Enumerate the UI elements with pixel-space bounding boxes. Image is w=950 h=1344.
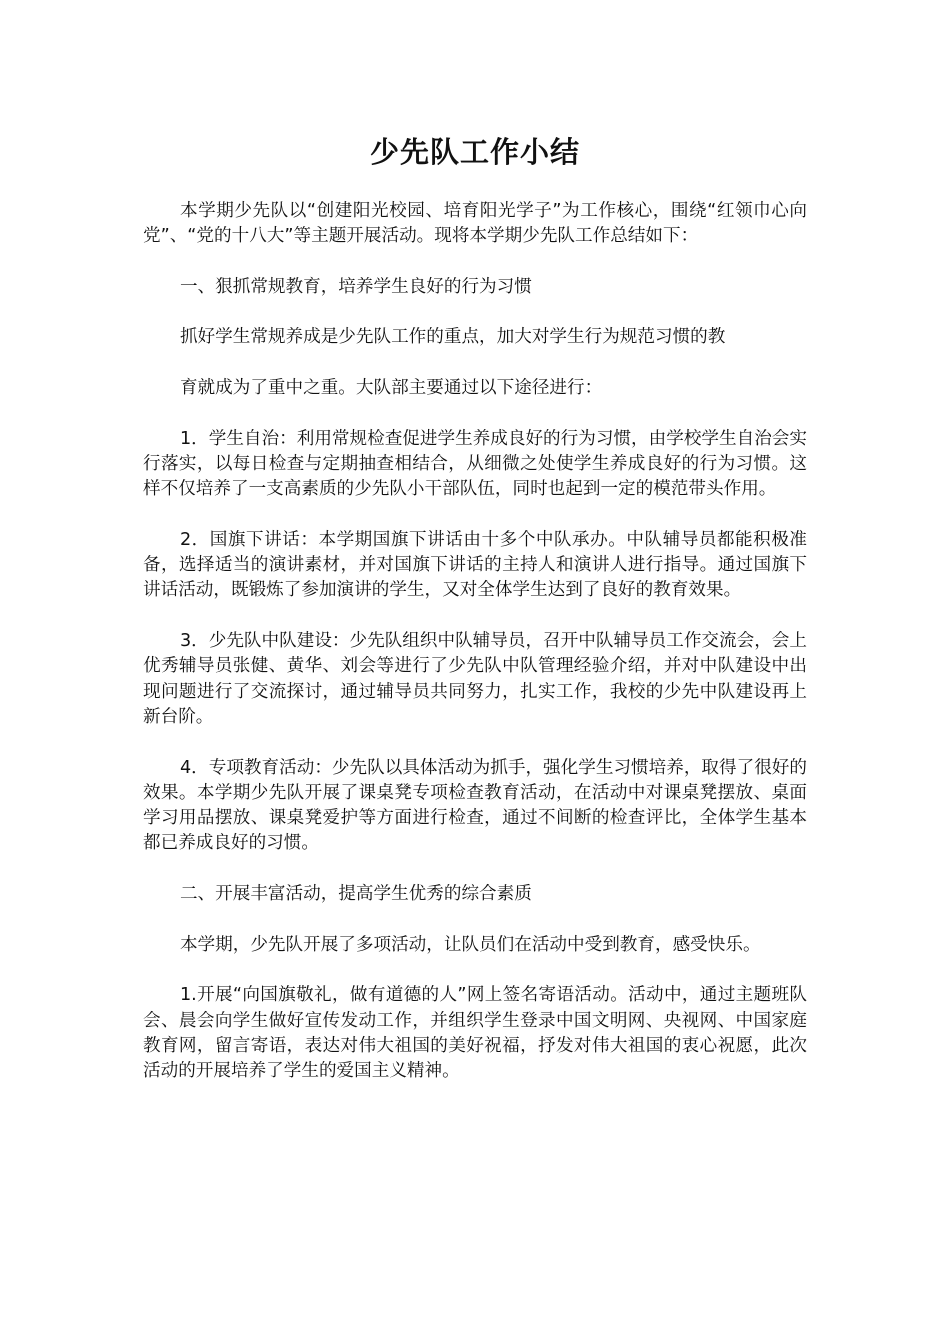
list-item-3: 3．少先队中队建设：少先队组织中队辅导员，召开中队辅导员工作交流会，会上优秀辅导员张健、黄华、刘会等进行了少先队中队管理经验介绍，并对中队建设中出现问题进行了交流探讨，通过辅导员共同努力，扎实工作，我校的少先中队建设再上新台阶。 (143, 631, 807, 727)
intro-paragraph: 本学期少先队以“创建阳光校园、培育阳光学子”为工作核心，围绕“红领巾心向党”、“党的十八大”等主题开展活动。现将本学期少先队工作总结如下： (143, 201, 807, 247)
section-heading-1: 一、狠抓常规教育，培养学生良好的行为习惯 (179, 276, 532, 297)
body-paragraph: 本学期，少先队开展了多项活动，让队员们在活动中受到教育，感受快乐。 (179, 934, 761, 955)
activity-item-1: 1.开展“向国旗敬礼，做有道德的人”网上签名寄语活动。活动中，通过主题班队会、晨会向学生做好宣传发动工作，并组织学生登录中国文明网、央视网、中国家庭教育网，留言寄语，表达对伟大祖国的美好祝福，抒发对伟大祖国的衷心祝愿，此次活动的开展培养了学生的爱国主义精神。 (143, 985, 807, 1082)
list-item-2: 2．国旗下讲话：本学期国旗下讲话由十多个中队承办。中队辅导员都能积极准备，选择适当的演讲素材，并对国旗下讲话的主持人和演讲人进行指导。通过国旗下讲话活动，既锻炼了参加演讲的学生，又对全体学生达到了良好的教育效果。 (143, 529, 807, 601)
section-heading-2: 二、开展丰富活动，提高学生优秀的综合素质 (179, 884, 532, 905)
body-paragraph: 育就成为了重中之重。大队部主要通过以下途径进行： (179, 378, 603, 399)
document-body (143, 199, 807, 1084)
list-item-1: 1．学生自治：利用常规检查促进学生养成良好的行为习惯，由学校学生自治会实行落实，以每日检查与定期抽查相结合，从细微之处使学生养成良好的行为习惯。这样不仅培养了一支高素质的少先队小干部队伍，同时也起到一定的模范带头作用。 (143, 428, 807, 500)
document-title: 少先队工作小结 (369, 135, 580, 169)
body-paragraph: 抓好学生常规养成是少先队工作的重点，加大对学生行为规范习惯的教 (179, 327, 726, 348)
list-item-4: 4．专项教育活动：少先队以具体活动为抓手，强化学生习惯培养，取得了很好的效果。本学期少先队开展了课桌凳专项检查教育活动，在活动中对课桌凳摆放、桌面学习用品摆放、课桌凳爱护等方面进行检查，通过不间断的检查评比，全体学生基本都已养成良好的习惯。 (143, 757, 807, 854)
